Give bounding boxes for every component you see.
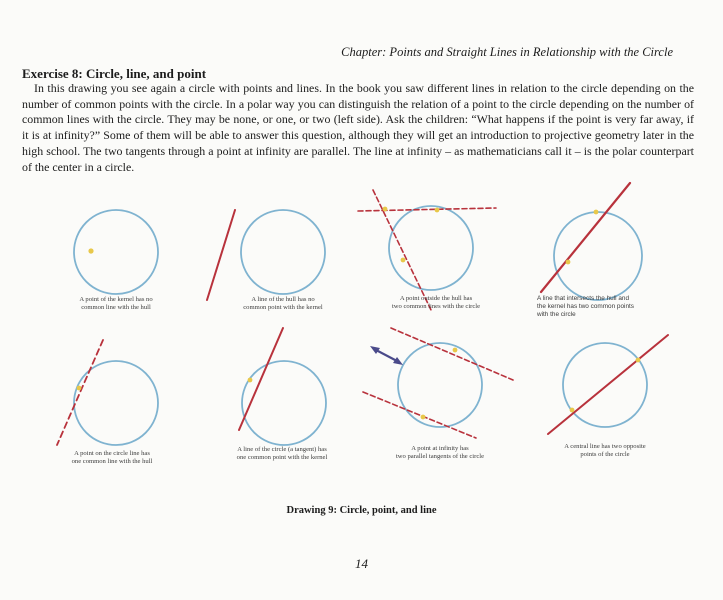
tangent-line	[57, 340, 103, 445]
arrow-head	[393, 357, 403, 365]
figure-point-in-kernel	[74, 210, 158, 294]
figure-line-of-hull	[207, 210, 325, 300]
circle	[74, 210, 158, 294]
figure-caption: A point of the kernel has no common line with the hull	[79, 296, 153, 311]
circle	[74, 361, 158, 445]
circle	[242, 361, 326, 445]
exercise-title: Exercise 8: Circle, line, and point	[22, 66, 207, 81]
point	[77, 386, 82, 391]
figure-caption: A line of the hull has no common point with the kernel	[243, 296, 323, 311]
circle	[398, 343, 482, 427]
figure-caption: A point at infinity has two parallel tangents of the circle	[395, 445, 485, 460]
circle	[563, 343, 647, 427]
line	[541, 183, 630, 292]
figure-caption: A line of the circle (a tangent) has one common point with the kernel	[236, 446, 328, 461]
point	[383, 207, 388, 212]
direction-arrow	[376, 350, 397, 361]
figure-caption: A point on the circle line has one common line with the hull	[71, 450, 153, 465]
drawing-caption: Drawing 9: Circle, point, and line	[286, 505, 437, 516]
line	[207, 210, 235, 300]
tangent-line	[373, 190, 432, 312]
figure-caption: A central line has two opposite points of the circle	[564, 443, 646, 458]
tangent-line	[363, 392, 476, 438]
figure-central-line	[548, 335, 668, 434]
intersection-point	[594, 210, 599, 215]
point	[248, 378, 253, 383]
circle	[554, 212, 642, 300]
figure-tangent-line	[239, 328, 326, 445]
line	[239, 328, 283, 430]
figure-caption: A point outside the hull has two common lines with the circle	[391, 295, 481, 310]
circle	[241, 210, 325, 294]
tangent-point	[421, 415, 426, 420]
tangent-line	[391, 328, 513, 380]
arrow-head	[370, 346, 380, 354]
intersection-point	[636, 358, 641, 363]
figure-caption: A line that intersects the hull and the kernel has two common points with the circle	[537, 295, 634, 318]
figure-point-outside	[358, 190, 496, 312]
point	[88, 248, 93, 253]
tangent-point	[435, 208, 440, 213]
tangent-point	[453, 348, 458, 353]
running-header: Chapter: Points and Straight Lines in Relationship with the Circle	[341, 45, 673, 59]
intersection-point	[566, 260, 571, 265]
exercise-body: In this drawing you see again a circle with points and lines. In the book you saw different lines in relation to the circle depending on the number of common points with the circle. In a polar way you can distinguish the relation of a point to the circle depending on the number of common lines with the circle. They may be none, or one, or two (left side). Ask the children: “What happens if the point is very far away, if it is at infinity?” Some of them will be able to answer this question, although they will get an introduction to projective geometry later in the high school. The two tangents through a point at infinity are parallel. The line at infinity – as mathematicians call it – is the polar counterpart of the center in a circle.	[22, 81, 694, 174]
tangent-point	[401, 258, 406, 263]
figure-point-on-circle	[57, 340, 158, 445]
page-number: 14	[355, 556, 368, 571]
line	[548, 335, 668, 434]
figure-secant-line	[541, 183, 642, 300]
tangent-line	[358, 208, 496, 211]
intersection-point	[570, 408, 575, 413]
figure-point-at-infinity	[363, 328, 513, 438]
